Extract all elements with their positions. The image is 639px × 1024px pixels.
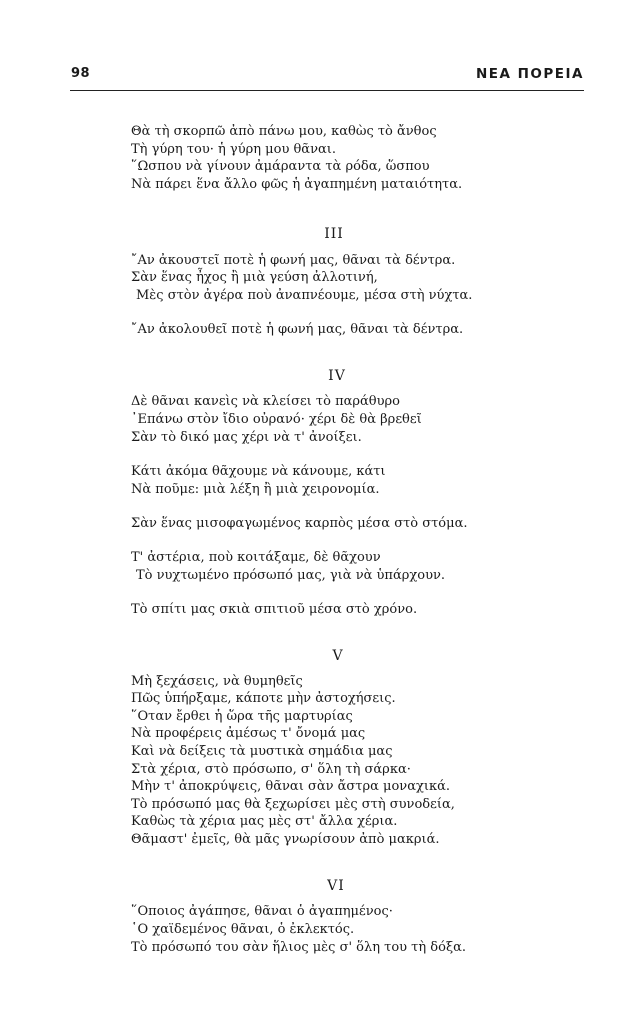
- poem-line: ῾Ο χαϊδεμένος θᾶναι, ὁ ἐκλεκτός.: [131, 922, 355, 937]
- poem-line: Νὰ ποῦμε: μιὰ λέξη ἢ μιὰ χειρονομία.: [131, 482, 380, 497]
- poem-line: Νὰ προφέρεις ἀμέσως τ' ὄνομά μας: [131, 726, 366, 741]
- poem-line: Μὴ ξεχάσεις, νὰ θυμηθεῖς: [131, 674, 303, 689]
- poem-line: ᾿Επάνω στὸν ἴδιο οὐρανό· χέρι δὲ θὰ βρεθεῖ: [131, 412, 422, 427]
- poem-line: Τὴ γύρη του· ἡ γύρη μου θᾶναι.: [131, 142, 336, 157]
- poem-line: Κάτι ἀκόμα θᾶχουμε νὰ κάνουμε, κάτι: [131, 464, 386, 479]
- poem-line: Τὸ πρόσωπό μας θὰ ξεχωρίσει μὲς στὴ συνοδεία,: [131, 797, 455, 812]
- poem-line: ῞Οποιος ἀγάπησε, θᾶναι ὁ ἀγαπημένος·: [131, 904, 393, 919]
- page-number: 98: [71, 66, 91, 81]
- poem-line: Καὶ νὰ δείξεις τὰ μυστικὰ σημάδια μας: [131, 744, 393, 759]
- poem-line: Πῶς ὑπήρξαμε, κάποτε μὴν ἀστοχήσεις.: [131, 691, 396, 706]
- section-numeral: IV: [328, 368, 346, 384]
- poem-line: ῎Αν ἀκουστεῖ ποτὲ ἡ φωνή μας, θᾶναι τὰ δέντρα.: [131, 253, 456, 268]
- section-numeral: V: [332, 648, 344, 664]
- poem-line: ῞Οταν ἔρθει ἡ ὥρα τῆς μαρτυρίας: [131, 709, 353, 724]
- poem-line: Τὸ νυχτωμένο πρόσωπό μας, γιὰ νὰ ὑπάρχουν.: [136, 568, 446, 583]
- poem-line: Σὰν τὸ δικό μας χέρι νὰ τ' ἀνοίξει.: [131, 430, 362, 445]
- section-numeral: VI: [327, 878, 345, 894]
- header-rule: [70, 90, 584, 91]
- poem-line: Τὸ πρόσωπό του σὰν ἥλιος μὲς σ' ὅλη του τὴ δόξα.: [131, 940, 467, 955]
- section-numeral: III: [324, 226, 344, 242]
- poem-line: Σὰν ἕνας μισοφαγωμένος καρπὸς μέσα στὸ στόμα.: [131, 516, 468, 531]
- poem-line: ῞Ωσπου νὰ γίνουν ἀμάραντα τὰ ρόδα, ὥσπου: [131, 159, 430, 174]
- poem-line: Δὲ θᾶναι κανεὶς νὰ κλείσει τὸ παράθυρο: [131, 394, 401, 409]
- poem-line: Νὰ πάρει ἕνα ἄλλο φῶς ἡ ἀγαπημένη ματαιότητα.: [131, 177, 463, 192]
- poem-line: Καθὼς τὰ χέρια μας μὲς στ' ἄλλα χέρια.: [131, 814, 398, 829]
- poem-line: Θᾶμαστ' ἐμεῖς, θὰ μᾶς γνωρίσουν ἀπὸ μακριά.: [131, 832, 440, 847]
- poem-line: Στὰ χέρια, στὸ πρόσωπο, σ' ὅλη τὴ σάρκα·: [131, 762, 411, 777]
- poem-line: ῎Αν ἀκολουθεῖ ποτὲ ἡ φωνή μας, θᾶναι τὰ δέντρα.: [131, 322, 464, 337]
- poem-line: Σὰν ἕνας ἦχος ἢ μιὰ γεύση ἀλλοτινή,: [131, 270, 378, 285]
- poem-line: Θὰ τὴ σκορπῶ ἀπὸ πάνω μου, καθὼς τὸ ἄνθος: [131, 124, 437, 139]
- poem-line: Μὲς στὸν ἀγέρα ποὺ ἀναπνέουμε, μέσα στὴ νύχτα.: [136, 288, 473, 303]
- journal-title: ΝΕΑ ΠΟΡΕΙΑ: [475, 66, 584, 82]
- poem-line: Τ' ἀστέρια, ποὺ κοιτάξαμε, δὲ θᾶχουν: [131, 550, 381, 565]
- poem-line: Τὸ σπίτι μας σκιὰ σπιτιοῦ μέσα στὸ χρόνο.: [131, 602, 418, 617]
- poem-line: Μὴν τ' ἀποκρύψεις, θᾶναι σὰν ἄστρα μοναχικά.: [131, 779, 450, 794]
